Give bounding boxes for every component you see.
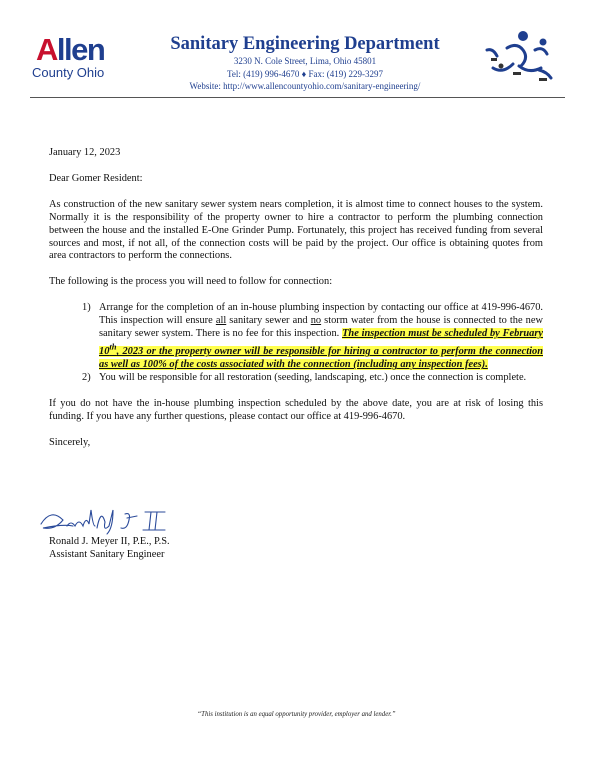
paragraph-intro: As construction of the new sanitary sewer system nears completion, it is almost time to connect houses to the system. Normally it is the responsibility of the property owner to hire a contractor to perform the plumbing connection between the house and the installed E-One Grinder Pump. Fortunately, this project has received funding from several sources and most, if not all, of the connection costs will be paid by the project. Our office is obtaining quotes from area contractors to perform the connections. <box>49 198 543 262</box>
letter-body <box>49 147 543 450</box>
closing: Sincerely, <box>49 436 91 448</box>
signer-name: Ronald J. Meyer II, P.E., P.S. <box>49 536 170 547</box>
phone-fax-line: Tel: (419) 996-4670 ♦ Fax: (419) 229-3297 <box>227 68 383 79</box>
process-steps <box>49 302 543 385</box>
signature-graphic <box>37 502 207 538</box>
step-item: 1) Arrange for the completion of an in-house plumbing inspection by contacting our office at 419-996-4670. This inspection will ensure all sanitary sewer and no storm water from the house is connected to the new sanitary sewer system. There is no fee for this inspection. The inspection must be scheduled by February 10th, 2023 or the property owner will be responsible for hiring a contractor to perform the connection as well as 100% of the costs associated with the connection (including any inspection fees). <box>82 302 544 371</box>
signer-title: Assistant Sanitary Engineer <box>49 548 165 560</box>
paragraph-process: The following is the process you will need to follow for connection: <box>49 276 333 288</box>
logo-subtitle: County Ohio <box>32 65 105 80</box>
step-item: 2) You will be responsible for all restoration (seeding, landscaping, etc.) once the connection is complete. <box>82 372 527 384</box>
letterhead <box>150 33 460 93</box>
website-line: Website: http://www.allencountyohio.com/sanitary-engineering/ <box>189 81 421 91</box>
header-divider <box>30 97 565 98</box>
allen-county-logo <box>30 34 125 84</box>
deadline-highlight: The inspection must be scheduled by February 10th, 2023 or the property owner will be responsible for hiring a contractor to perform the connection as well as 100% of the costs associated with the connection (including any inspection fees). <box>99 328 544 371</box>
paragraph-warning: If you do not have the in-house plumbing inspection scheduled by the above date, you are at risk of losing this funding. If you have any further questions, please contact our office at 419-996-4670. <box>49 398 543 423</box>
signer-block <box>49 536 170 562</box>
address-line: 3230 N. Cole Street, Lima, Ohio 45801 <box>233 56 377 66</box>
department-title: Sanitary Engineering Department <box>170 34 440 54</box>
footer-statement: “This institution is an equal opportunity provider, employer and lender.” <box>197 711 396 718</box>
letter-date: January 12, 2023 <box>49 147 121 158</box>
people-graphic-icon <box>479 28 559 86</box>
salutation: Dear Gomer Resident: <box>49 172 143 184</box>
logo-wordmark: Allen <box>36 32 105 67</box>
